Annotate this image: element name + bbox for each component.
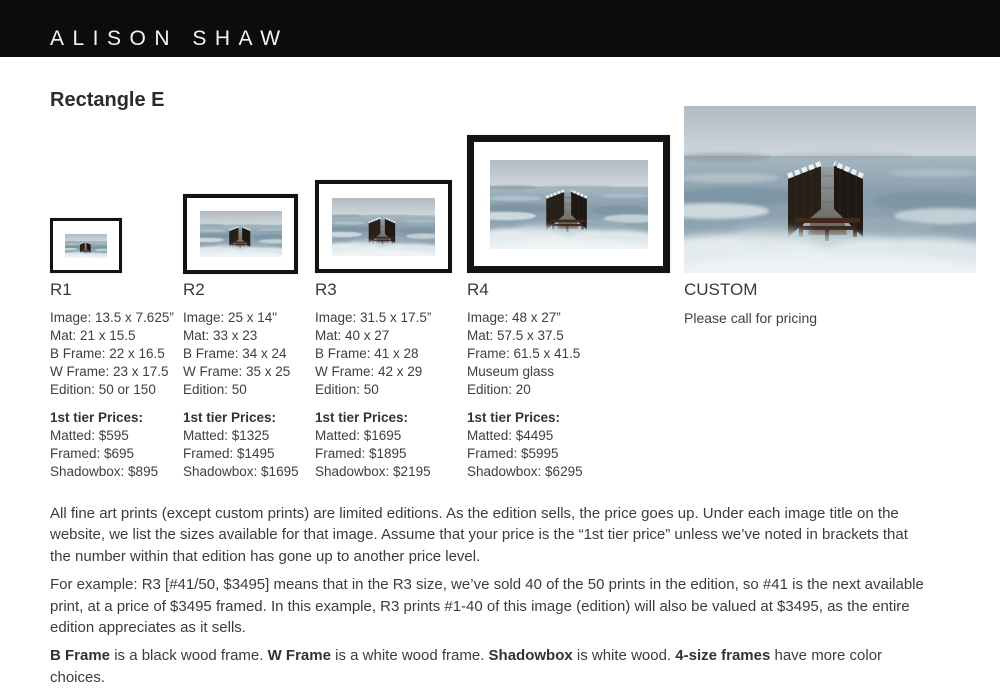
spec-w-frame: W Frame: 35 x 25	[183, 364, 291, 379]
price-heading: 1st tier Prices:	[315, 410, 409, 425]
spec-glass: Museum glass	[467, 364, 555, 379]
price-matted: Matted: $1695	[315, 428, 402, 443]
pier-seascape-photo	[684, 106, 976, 273]
site-header	[0, 0, 1000, 57]
product-code: R4	[467, 280, 489, 299]
spec-frame: Frame: 61.5 x 41.5	[467, 346, 581, 361]
product-column-custom	[684, 280, 884, 327]
spec-mat: Mat: 57.5 x 37.5	[467, 328, 564, 343]
product-code: R2	[183, 280, 205, 299]
framed-print-r3	[315, 180, 452, 273]
custom-pricing-note: Please call for pricing	[684, 310, 818, 326]
spec-b-frame: B Frame: 22 x 16.5	[50, 346, 165, 361]
price-framed: Framed: $5995	[467, 446, 559, 461]
price-matted: Matted: $4495	[467, 428, 554, 443]
pier-seascape-photo	[200, 211, 282, 257]
price-matted: Matted: $595	[50, 428, 129, 443]
custom-print-photo	[684, 106, 976, 273]
product-column-r3	[315, 280, 447, 481]
note-paragraph-example: For example: R3 [#41/50, $3495] means that in the R3 size, we’ve sold 40 of the 50 prints in the edition, so #41 is the next available print, at a price of $3495 framed. In this example, R3 prints #1-40 of this image (edition) will also be valued at $3495, as the entire edition appreciates as it sells.	[50, 576, 924, 637]
framed-print-r4	[467, 135, 670, 273]
spec-w-frame: W Frame: 42 x 29	[315, 364, 423, 379]
price-shadowbox: Shadowbox: $6295	[467, 464, 583, 479]
price-shadowbox: Shadowbox: $1695	[183, 464, 299, 479]
spec-edition: Edition: 50 or 150	[50, 382, 156, 397]
spec-w-frame: W Frame: 23 x 17.5	[50, 364, 169, 379]
spec-image: Image: 48 x 27”	[467, 310, 561, 325]
price-shadowbox: Shadowbox: $895	[50, 464, 159, 479]
spec-edition: Edition: 20	[467, 382, 531, 397]
price-heading: 1st tier Prices:	[467, 410, 561, 425]
spec-image: Image: 25 x 14"	[183, 310, 278, 325]
framed-print-r2	[183, 194, 298, 274]
product-column-r4	[467, 280, 599, 481]
spec-image: Image: 13.5 x 7.625”	[50, 310, 174, 325]
price-shadowbox: Shadowbox: $2195	[315, 464, 431, 479]
edition-notes	[50, 503, 932, 695]
price-framed: Framed: $695	[50, 446, 135, 461]
spec-edition: Edition: 50	[315, 382, 379, 397]
spec-mat: Mat: 33 x 23	[183, 328, 258, 343]
spec-mat: Mat: 40 x 27	[315, 328, 390, 343]
spec-b-frame: B Frame: 41 x 28	[315, 346, 419, 361]
price-framed: Framed: $1495	[183, 446, 275, 461]
pier-seascape-photo	[65, 234, 107, 258]
spec-mat: Mat: 21 x 15.5	[50, 328, 136, 343]
product-code: R1	[50, 280, 72, 299]
price-heading: 1st tier Prices:	[183, 410, 277, 425]
note-paragraph-editions: All fine art prints (except custom prints) are limited editions. As the edition sells, the price goes up. Under each image title on the website, we list the sizes available for that image. Assume that your price is the “1st tier price” unless we’ve noted in brackets that the number within that edition has gone up to another price level.	[50, 505, 908, 565]
spec-edition: Edition: 50	[183, 382, 247, 397]
product-code: CUSTOM	[684, 280, 758, 299]
framed-print-r1	[50, 218, 122, 273]
product-code: R3	[315, 280, 337, 299]
pier-seascape-photo	[490, 160, 648, 249]
price-heading: 1st tier Prices:	[50, 410, 144, 425]
price-framed: Framed: $1895	[315, 446, 407, 461]
price-matted: Matted: $1325	[183, 428, 270, 443]
product-column-r2	[183, 280, 315, 481]
spec-b-frame: B Frame: 34 x 24	[183, 346, 287, 361]
product-column-r1	[50, 280, 182, 481]
pier-seascape-photo	[332, 198, 435, 256]
page-title: Rectangle E	[50, 89, 165, 111]
spec-image: Image: 31.5 x 17.5”	[315, 310, 432, 325]
note-paragraph-frames: B Frame is a black wood frame. W Frame is a white wood frame. Shadowbox is white wood. 4-size frames have more color choices.	[50, 647, 883, 686]
brand-logo[interactable]: ALISON SHAW	[50, 27, 289, 50]
